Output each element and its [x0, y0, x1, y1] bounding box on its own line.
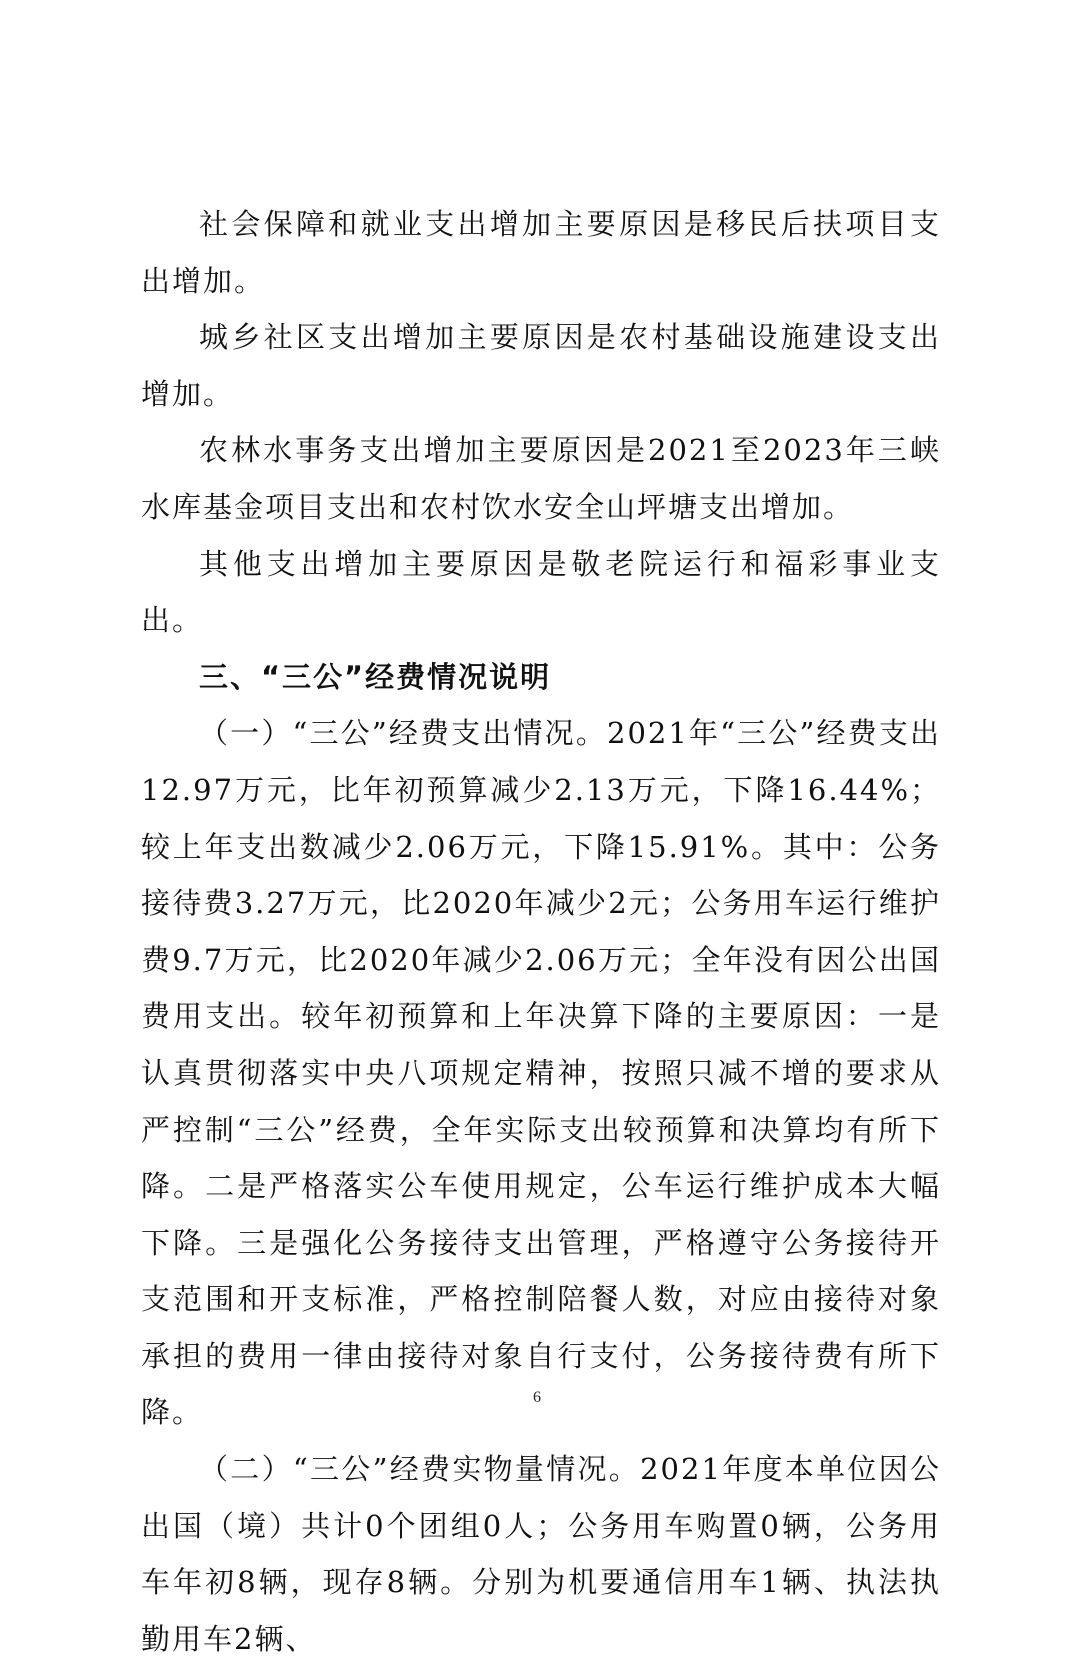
paragraph-social-security: 社会保障和就业支出增加主要原因是移民后扶项目支出增加。: [141, 207, 941, 298]
paragraph-three-public-expenditure: （一）“三公”经费支出情况。2021年“三公”经费支出12.97万元，比年初预算减少2.13万元，下降16.44%；较上年支出数减少2.06万元，下降15.91%。其中：公务接待费3.27万元，比2020年减少2元；公务用车运行维护费9.7万元，比2020年减少2.06万元；全年没有因公出国费用支出。较年初预算和上年决算下降的主要原因：一是认真贯彻落实中央八项规定精神，按照只减不增的要求从严控制“三公”经费，全年实际支出较预算和决算均有所下降。二是严格落实公车使用规定，公车运行维护成本大幅下降。三是强化公务接待支出管理，严格遵守公务接待开支范围和开支标准，严格控制陪餐人数，对应由接待对象承担的费用一律由接待对象自行支付，公务接待费有所下降。: [141, 716, 941, 1430]
page-number: 6: [533, 1389, 541, 1406]
paragraph-other-expenditure: 其他支出增加主要原因是敬老院运行和福彩事业支出。: [141, 546, 941, 638]
section-heading: 三、“三公”经费情况说明: [199, 659, 552, 694]
document-body: [141, 196, 941, 1667]
paragraph-agriculture-forestry-water: 农林水事务支出增加主要原因是2021至2023年三峡水库基金项目支出和农村饮水安全山坪塘支出增加。: [141, 433, 941, 524]
paragraph-urban-rural-community: 城乡社区支出增加主要原因是农村基础设施建设支出增加。: [141, 320, 941, 411]
paragraph-three-public-physical-quantity: （二）“三公”经费实物量情况。2021年度本单位因公出国（境）共计0个团组0人；公务用车购置0辆，公务用车年初8辆，现存8辆。分别为机要通信用车1辆、执法执勤用车2辆、: [141, 1452, 941, 1656]
